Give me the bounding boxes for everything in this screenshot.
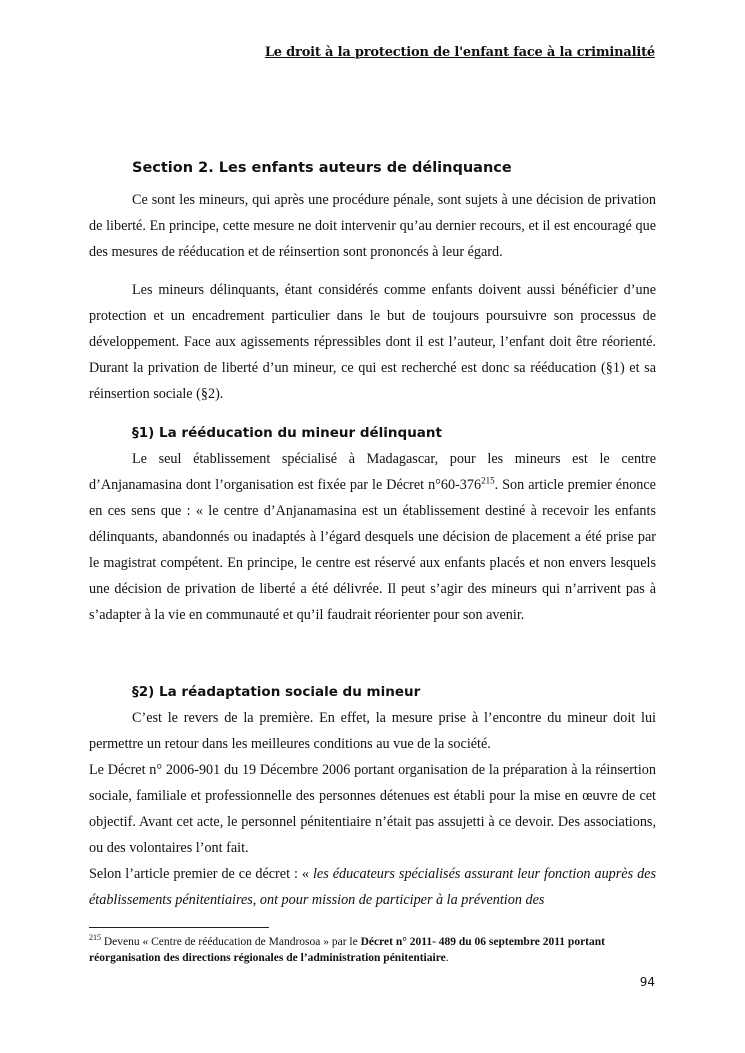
footnote (89, 934, 656, 966)
footnote-text: Devenu « Centre de rééducation de Mandrosoa » par le (101, 936, 361, 948)
paragraph-text: Selon l’article premier de ce décret : « (89, 866, 313, 882)
section-2 (89, 158, 656, 178)
subsection-2 (89, 682, 656, 913)
subsection-title: §1) La rééducation du mineur délinquant (132, 425, 442, 441)
running-header: Le droit à la protection de l'enfant face à la criminalité (264, 45, 655, 60)
paragraph-text: Le seul établissement spécialisé à Madagascar, pour les mineurs est le centre d’Anjanamasina dont l’organisation est fixée par le Décret n°60-376 (89, 451, 656, 493)
paragraph: C’est le revers de la première. En effet, la mesure prise à l’encontre du mineur doit lui permettre un retour dans les meilleures conditions au vue de la société. (89, 710, 656, 752)
subsection-1 (89, 423, 656, 628)
footnote-bold-text: Décret n° 2011- 489 du 06 septembre 2011 portant réorganisation des directions régionales de l’administration pénitentiaire (89, 936, 605, 964)
paragraph: Les mineurs délinquants, étant considérés comme enfants doivent aussi bénéficier d’une protection et un encadrement particulier dans le but de toujours poursuivre son processus de développement. Face aux agissements répressibles dont il est l’auteur, l’enfant doit être réorienté. Durant la privation de liberté d’un mineur, ce qui est recherché est donc sa rééducation (§1) et sa réinsertion sociale (§2). (89, 282, 656, 402)
paragraph: Le Décret n° 2006-901 du 19 Décembre 2006 portant organisation de la préparation à la réinsertion sociale, familiale et professionnelle des personnes détenues est établi pour la mise en œuvre de cet objectif. Avant cet acte, le personnel pénitentiaire n’était pas assujetti à ce devoir. Des associations, ou des volontaires l’ont fait. (89, 762, 656, 856)
quoted-text: les éducateurs spécialisés assurant leur fonction auprès des établissements pénitentiaires, ont pour mission de participer à la prévention des (89, 866, 656, 908)
footnote-text: . (445, 952, 449, 964)
footnote-separator (89, 927, 269, 928)
section-title: Section 2. Les enfants auteurs de délinquance (132, 160, 512, 176)
section-intro (89, 187, 656, 407)
page-number: 94 (639, 975, 655, 989)
paragraph (89, 861, 656, 913)
paragraph: Ce sont les mineurs, qui après une procédure pénale, sont sujets à une décision de privation de liberté. En principe, cette mesure ne doit intervenir qu’au dernier recours, et il est encouragé que des mesures de rééducation et de réinsertion sont prononcés à leur égard. (89, 192, 656, 260)
paragraph (89, 446, 656, 628)
subsection-title: §2) La réadaptation sociale du mineur (132, 684, 421, 700)
paragraph-text: . Son article premier énonce en ces sens que : « le centre d’Anjanamasina est un établissement destiné à recevoir les enfants délinquants, abandonnés ou inadaptés à l’égard desquels une décision de placement a été prise par le magistrat compétent. En principe, le centre est réservé aux enfants placés et non envers lesquels une décision de privation de liberté a été délivrée. Il peut s’agir des mineurs qui n’arrivent pas à s’adapter à la vie en communauté et qu’il faudrait réorienter pour son avenir. (89, 477, 656, 623)
footnote-reference[interactable]: 215 (481, 475, 495, 486)
footnote-number: 215 (89, 933, 101, 943)
